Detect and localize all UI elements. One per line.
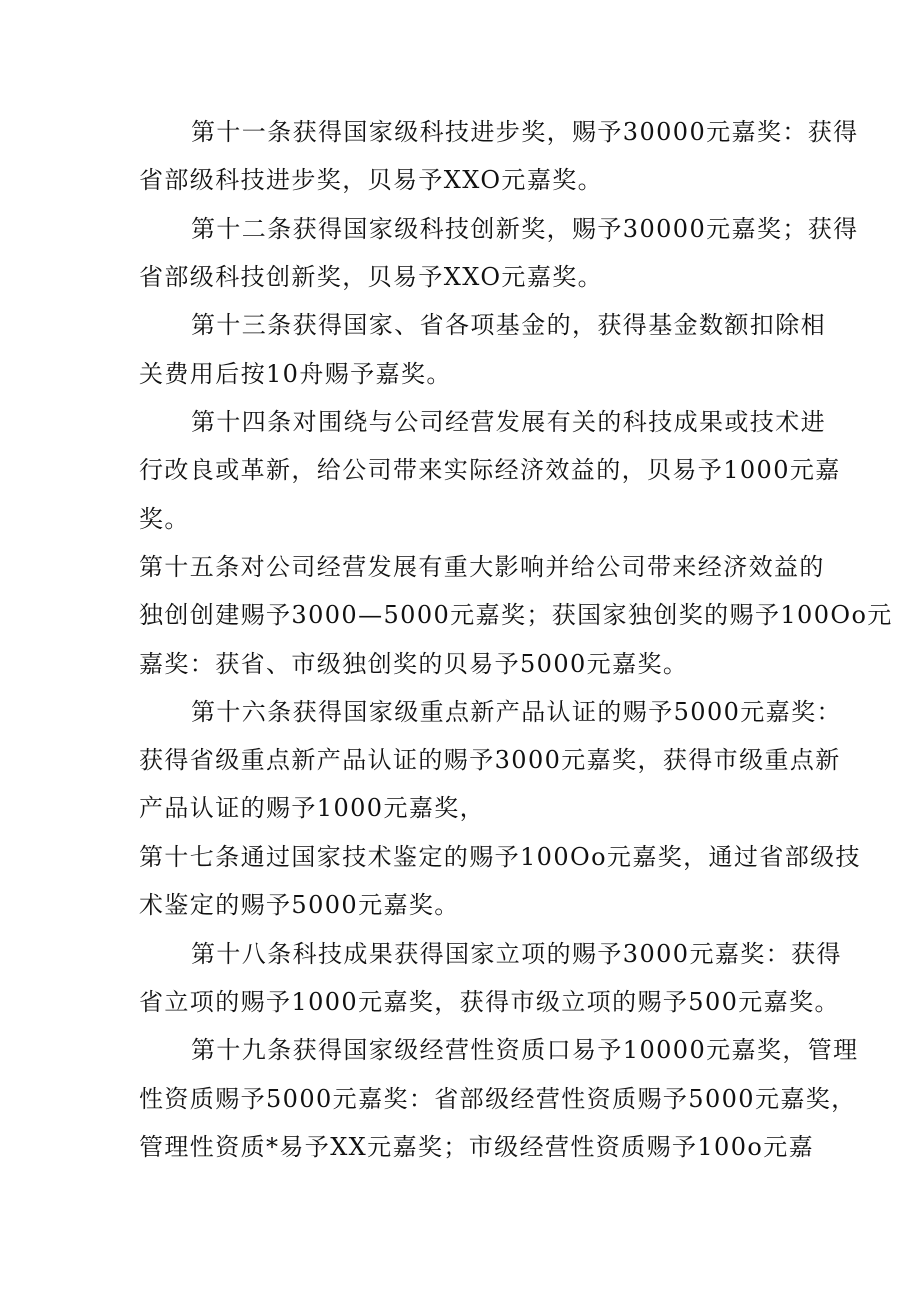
- text-line: 省部级科技进步奖，贝易予XXO元嘉奖。: [139, 166, 604, 194]
- text-line: 省立项的赐予1000元嘉奖，获得市级立项的赐予500元嘉奖。: [139, 988, 840, 1016]
- text-line: 第十八条科技成果获得国家立项的赐予3000元嘉奖：获得: [191, 940, 842, 968]
- text-line: 第十九条获得国家级经营性资质口易予10000元嘉奖，管理: [191, 1036, 859, 1064]
- text-line: 独创创建赐予3000—5000元嘉奖；获国家独创奖的赐予100Oo元: [139, 601, 893, 629]
- text-line: 第十二条获得国家级科技创新奖，赐予30000元嘉奖；获得: [191, 215, 859, 243]
- text-line: 第十五条对公司经营发展有重大影响并给公司带来经济效益的: [139, 553, 825, 581]
- text-line: 第十六条获得国家级重点新产品认证的赐予5000元嘉奖：: [191, 698, 842, 726]
- text-line: 产品认证的赐予1000元嘉奖，: [139, 794, 486, 822]
- text-line: 性资质赐予5000元嘉奖：省部级经营性资质赐予5000元嘉奖，: [139, 1085, 857, 1113]
- text-line: 嘉奖：获省、市级独创奖的贝易予5000元嘉奖。: [139, 650, 689, 678]
- text-line: 关费用后按10舟赐予嘉奖。: [139, 360, 452, 388]
- text-line: 奖。: [139, 505, 190, 533]
- text-line: 术鉴定的赐予5000元嘉奖。: [139, 891, 460, 919]
- text-line: 第十一条获得国家级科技进步奖，赐予30000元嘉奖：获得: [191, 118, 859, 146]
- text-line: 省部级科技创新奖，贝易予XXO元嘉奖。: [139, 263, 604, 291]
- text-line: 获得省级重点新产品认证的赐予3000元嘉奖，获得市级重点新: [139, 746, 841, 774]
- text-line: 管理性资质*易予XX元嘉奖；市级经营性资质赐予100o元嘉: [139, 1133, 815, 1161]
- text-line: 行改良或革新，给公司带来实际经济效益的，贝易予1000元嘉: [139, 456, 841, 484]
- text-line: 第十四条对围绕与公司经营发展有关的科技成果或技术进: [191, 408, 826, 436]
- text-line: 第十七条通过国家技术鉴定的赐予100Oo元嘉奖，通过省部级技: [139, 843, 861, 871]
- text-line: 第十三条获得国家、省各项基金的，获得基金数额扣除相: [191, 311, 826, 339]
